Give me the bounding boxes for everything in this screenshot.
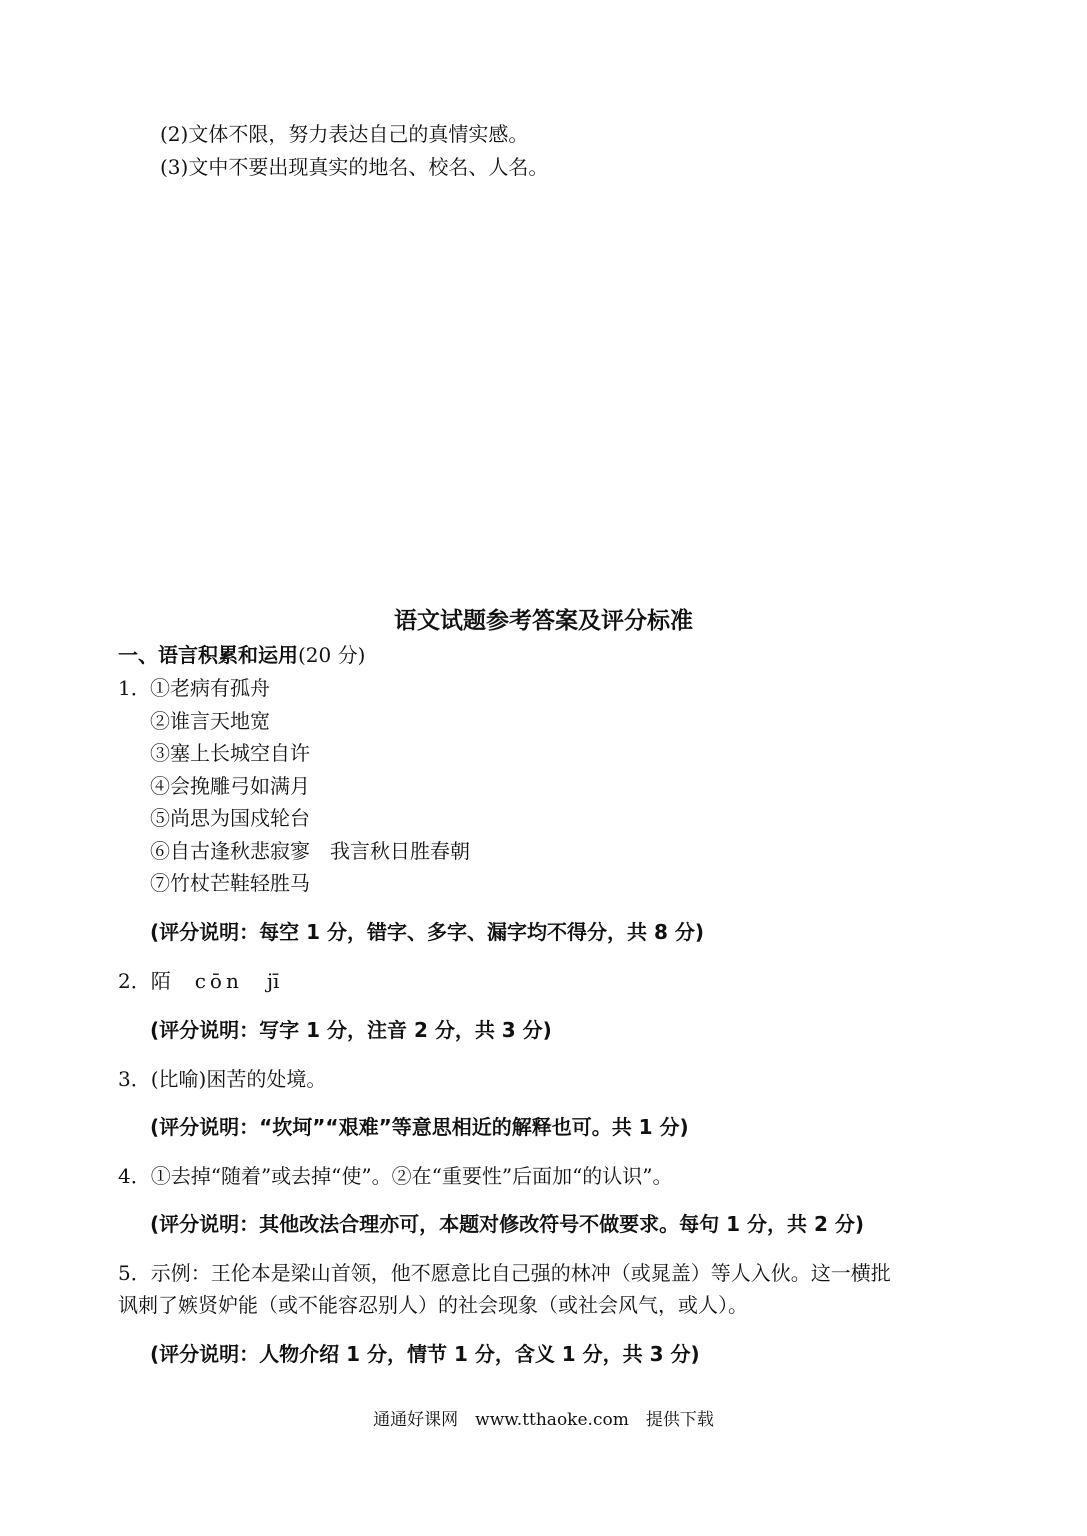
q5-answer-line-1: 5．示例：王伦本是梁山首领，他不愿意比自己强的林冲（或晁盖）等人入伙。这一横批 — [118, 1261, 891, 1285]
answer-title: 语文试题参考答案及评分标准 — [394, 607, 693, 634]
q1-item: ④会挽雕弓如满月 — [150, 774, 310, 798]
q2-number: 2． — [118, 969, 151, 993]
requirement-3: (3)文中不要出现真实的地名、校名、人名。 — [160, 155, 549, 179]
q2-pinyin-2: jī — [266, 969, 280, 993]
q4-answer: 4．①去掉“随着”或去掉“使”。②在“重要性”后面加“的认识”。 — [118, 1164, 673, 1188]
q4-scoring-note: (评分说明：其他改法合理亦可，本题对修改符号不做要求。每句 1 分，共 2 分) — [150, 1212, 864, 1236]
q3-scoring-note: (评分说明：“坎坷”“艰难”等意思相近的解释也可。共 1 分) — [150, 1115, 689, 1139]
q2-pinyin-1: cōn — [194, 969, 243, 993]
q2-line — [118, 968, 279, 994]
q5-scoring-note: (评分说明：人物介绍 1 分，情节 1 分，含义 1 分，共 3 分) — [150, 1342, 700, 1366]
q1-item: ②谁言天地宽 — [150, 709, 270, 733]
section-1-heading — [118, 642, 365, 668]
q3-answer: 3．(比喻)困苦的处境。 — [118, 1067, 327, 1091]
footer-credit: 通通好课网 www.tthaoke.com 提供下载 — [373, 1410, 714, 1430]
q1-number: 1． — [118, 676, 151, 700]
q1-item: ⑦竹杖芒鞋轻胜马 — [150, 871, 310, 895]
requirement-2: (2)文体不限，努力表达自己的真情实感。 — [160, 122, 529, 146]
section-1-points: (20 分) — [298, 643, 366, 667]
q1-item: ⑤尚思为国戍轮台 — [150, 806, 310, 830]
q1-item: ⑥自古逢秋悲寂寥 我言秋日胜春朝 — [150, 839, 470, 863]
q1-item: ③塞上长城空自许 — [150, 741, 310, 765]
q5-answer-line-2: 讽刺了嫉贤妒能（或不能容忍别人）的社会现象（或社会风气，或人）。 — [118, 1293, 748, 1317]
q1-item: ①老病有孤舟 — [150, 676, 270, 700]
q1-scoring-note: (评分说明：每空 1 分，错字、多字、漏字均不得分，共 8 分) — [150, 920, 704, 944]
q2-char: 陌 — [150, 969, 171, 993]
section-1-title: 一、语言积累和运用 — [118, 643, 298, 667]
q2-scoring-note: (评分说明：写字 1 分，注音 2 分，共 3 分) — [150, 1018, 552, 1042]
